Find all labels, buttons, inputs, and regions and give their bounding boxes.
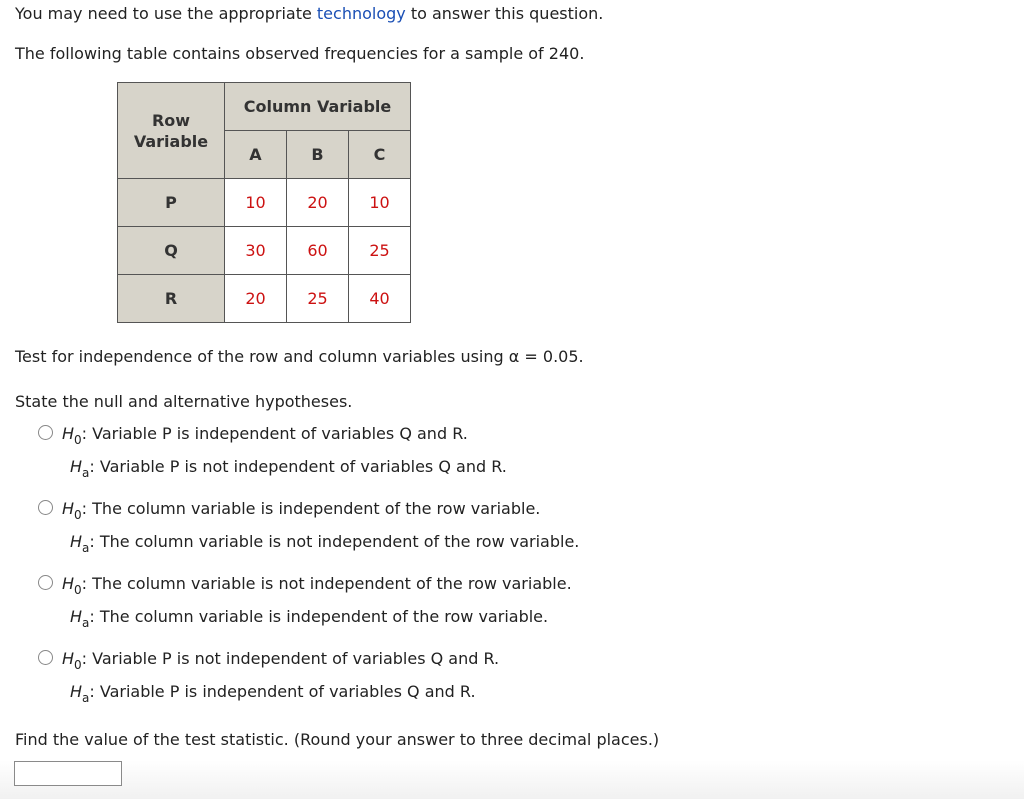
radio-button[interactable] <box>38 500 53 515</box>
h-symbol: H <box>70 457 83 476</box>
hypothesis-option-2[interactable] <box>36 499 656 555</box>
intro-text-end: to answer this question. <box>405 4 604 23</box>
row-label-r: R <box>118 275 225 323</box>
test-statistic-prompt: Find the value of the test statistic. (Round your answer to three decimal places.) <box>15 730 660 749</box>
null-hypothesis <box>62 649 500 672</box>
technology-link[interactable]: technology <box>316 4 406 23</box>
null-hypothesis <box>62 574 572 597</box>
h-symbol: H <box>62 574 75 593</box>
alternative-hypothesis <box>70 607 549 630</box>
radio-button[interactable] <box>38 650 53 665</box>
alternative-hypothesis <box>70 682 476 705</box>
hypothesis-option-1[interactable] <box>36 424 636 480</box>
null-hypothesis-text: : Variable P is independent of variables Q and R. <box>81 424 468 443</box>
intro-line-1 <box>15 4 603 23</box>
alternative-hypothesis <box>70 457 507 480</box>
cell-r-a: 20 <box>225 275 287 323</box>
radio-button[interactable] <box>38 425 53 440</box>
h-symbol: H <box>70 682 83 701</box>
cell-q-a: 30 <box>225 227 287 275</box>
cell-r-b: 25 <box>287 275 349 323</box>
h0-subscript: 0 <box>74 583 82 597</box>
column-header-a: A <box>225 131 287 179</box>
h-symbol: H <box>70 607 83 626</box>
test-statistic-input[interactable] <box>14 761 122 786</box>
cell-r-c: 40 <box>349 275 411 323</box>
cell-q-c: 25 <box>349 227 411 275</box>
h0-subscript: 0 <box>74 658 82 672</box>
ha-subscript: a <box>82 691 90 705</box>
test-instructions: Test for independence of the row and column variables using α = 0.05. <box>15 347 584 366</box>
h-symbol: H <box>62 649 75 668</box>
intro-text: You may need to use the appropriate <box>15 4 317 23</box>
alternative-hypothesis-text: : The column variable is independent of the row variable. <box>89 607 549 626</box>
alternative-hypothesis-text: : Variable P is not independent of variables Q and R. <box>89 457 507 476</box>
h0-subscript: 0 <box>74 433 82 447</box>
column-header-b: B <box>287 131 349 179</box>
row-variable-header: Row Variable <box>118 83 225 179</box>
alternative-hypothesis <box>70 532 580 555</box>
h-symbol: H <box>62 499 75 518</box>
hypothesis-option-4[interactable] <box>36 649 636 705</box>
h-symbol: H <box>70 532 83 551</box>
null-hypothesis <box>62 424 468 447</box>
cell-q-b: 60 <box>287 227 349 275</box>
ha-subscript: a <box>82 466 90 480</box>
ha-subscript: a <box>82 541 90 555</box>
h-symbol: H <box>62 424 75 443</box>
alternative-hypothesis-text: : Variable P is independent of variables Q and R. <box>89 682 476 701</box>
row-label-q: Q <box>118 227 225 275</box>
ha-subscript: a <box>82 616 90 630</box>
frequency-table <box>117 82 411 323</box>
alternative-hypothesis-text: : The column variable is not independent of the row variable. <box>89 532 580 551</box>
null-hypothesis-text: : The column variable is independent of the row variable. <box>81 499 541 518</box>
cell-p-c: 10 <box>349 179 411 227</box>
null-hypothesis-text: : The column variable is not independent of the row variable. <box>81 574 572 593</box>
radio-button[interactable] <box>38 575 53 590</box>
null-hypothesis <box>62 499 541 522</box>
null-hypothesis-text: : Variable P is not independent of variables Q and R. <box>81 649 500 668</box>
cell-p-b: 20 <box>287 179 349 227</box>
row-label-p: P <box>118 179 225 227</box>
column-header-c: C <box>349 131 411 179</box>
hypothesis-option-3[interactable] <box>36 574 656 630</box>
table-description: The following table contains observed frequencies for a sample of 240. <box>15 44 585 63</box>
cell-p-a: 10 <box>225 179 287 227</box>
hypotheses-prompt: State the null and alternative hypotheses. <box>15 392 353 411</box>
column-variable-header: Column Variable <box>225 83 411 131</box>
h0-subscript: 0 <box>74 508 82 522</box>
